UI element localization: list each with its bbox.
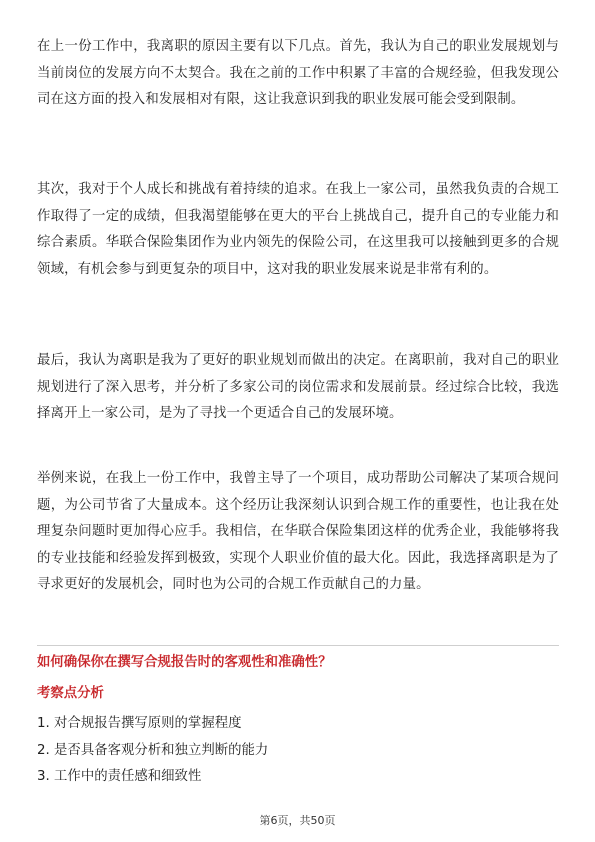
body-paragraph-2: 其次，我对于个人成长和挑战有着持续的追求。在我上一家公司，虽然我负责的合规工作取得了一定的成绩，但我渴望能够在更大的平台上挑战自己，提升自己的专业能力和综合素质。华联合保险集团作为业内领先的保险公司，在这里我可以接触到更多的合规领域，有机会参与到更复杂的项目中，这对我的职业发展来说是非常有利的。 bbox=[37, 182, 559, 277]
page-number-footer: 第6页，共50页 bbox=[259, 814, 336, 827]
section-divider bbox=[37, 645, 559, 646]
analysis-point-2: 2. 是否具备客观分析和独立判断的能力 bbox=[37, 742, 269, 758]
body-paragraph-4: 举例来说，在我上一份工作中，我曾主导了一个项目，成功帮助公司解决了某项合规问题，为公司节省了大量成本。这个经历让我深刻认识到合规工作的重要性，也让我在处理复杂问题时更加得心应手。我相信，在华联合保险集团这样的优秀企业，我能够将我的专业技能和经验发挥到极致，实现个人职业价值的最大化。因此，我选择离职是为了寻求更好的发展机会，同时也为公司的合规工作贡献自己的力量。 bbox=[37, 471, 559, 592]
body-paragraph-3: 最后，我认为离职是我为了更好的职业规划而做出的决定。在离职前，我对自己的职业规划进行了深入思考，并分析了多家公司的岗位需求和发展前景。经过综合比较，我选择离开上一家公司，是为了寻找一个更适合自己的发展环境。 bbox=[37, 353, 559, 421]
analysis-heading: 考察点分析 bbox=[37, 686, 104, 701]
question-title: 如何确保你在撰写合规报告时的客观性和准确性？ bbox=[37, 655, 332, 670]
analysis-point-3: 3. 工作中的责任感和细致性 bbox=[37, 769, 202, 784]
analysis-points-list bbox=[37, 711, 268, 791]
body-paragraph-1: 在上一份工作中，我离职的原因主要有以下几点。首先，我认为自己的职业发展规划与当前岗位的发展方向不太契合。我在之前的工作中积累了丰富的合规经验，但我发现公司在这方面的投入和发展相对有限，这让我意识到我的职业发展可能会受到限制。 bbox=[37, 39, 559, 107]
analysis-point-1: 1. 对合规报告撰写原则的掌握程度 bbox=[37, 716, 242, 731]
